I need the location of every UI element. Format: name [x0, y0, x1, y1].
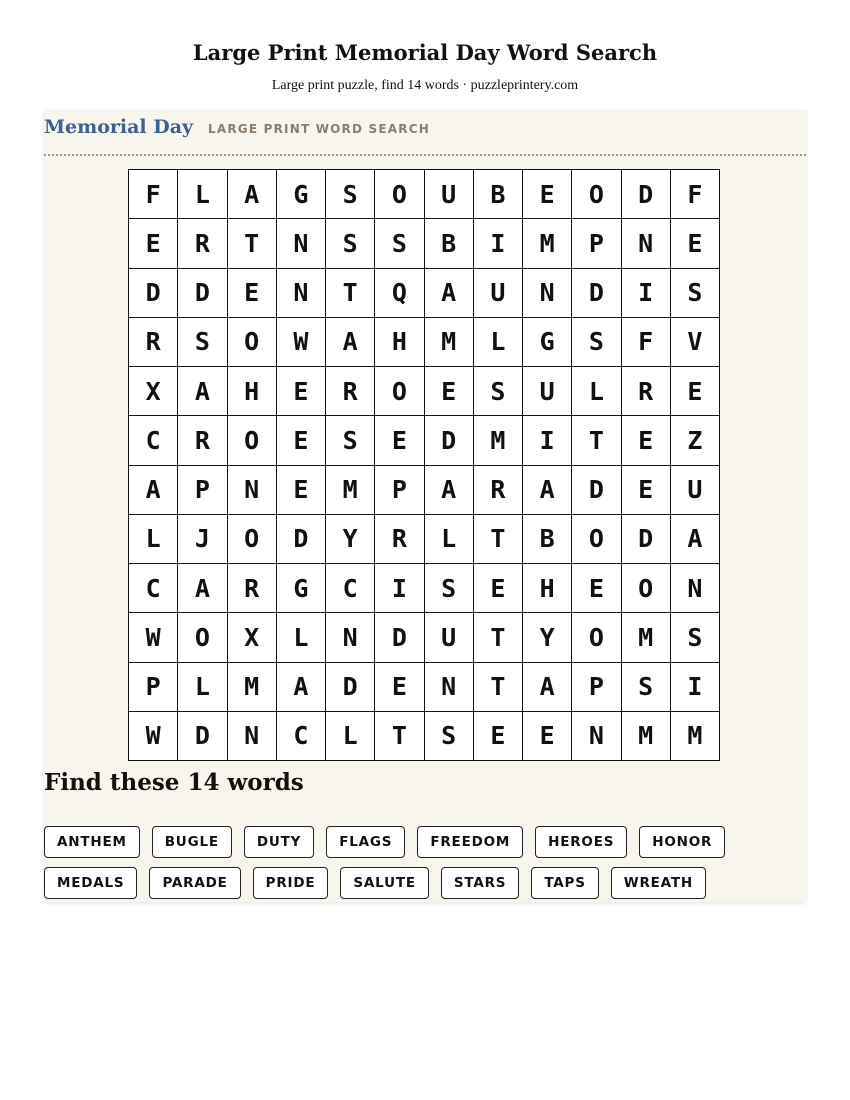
grid-cell[interactable]: E — [375, 416, 424, 465]
grid-cell[interactable]: L — [129, 515, 178, 564]
grid-cell[interactable]: E — [622, 416, 671, 465]
grid-cell[interactable]: S — [572, 318, 621, 367]
grid-cell[interactable]: D — [277, 515, 326, 564]
word-chip: ANTHEM — [44, 826, 140, 858]
grid-cell[interactable]: I — [671, 663, 720, 712]
grid-cell[interactable]: T — [375, 712, 424, 761]
grid-cell[interactable]: T — [326, 269, 375, 318]
grid-cell[interactable]: E — [671, 367, 720, 416]
word-chip: TAPS — [531, 867, 598, 899]
grid-cell[interactable]: S — [425, 564, 474, 613]
grid-cell[interactable]: R — [375, 515, 424, 564]
grid-cell[interactable]: T — [474, 515, 523, 564]
grid-cell[interactable]: O — [375, 367, 424, 416]
grid-cell[interactable]: L — [178, 170, 227, 219]
grid-cell[interactable]: F — [671, 170, 720, 219]
grid-cell[interactable]: H — [375, 318, 424, 367]
page-title: Large Print Memorial Day Word Search — [192, 40, 658, 65]
card-header — [44, 110, 806, 156]
grid-cell[interactable]: D — [572, 269, 621, 318]
grid-cell[interactable]: T — [474, 613, 523, 662]
grid-cell[interactable]: M — [671, 712, 720, 761]
grid-cell[interactable]: L — [572, 367, 621, 416]
grid-cell[interactable]: G — [523, 318, 572, 367]
grid-cell[interactable]: N — [228, 712, 277, 761]
grid-cell[interactable]: O — [572, 515, 621, 564]
word-chip: WREATH — [611, 867, 706, 899]
grid-cell[interactable]: A — [425, 269, 474, 318]
grid-cell[interactable]: C — [277, 712, 326, 761]
grid-cell[interactable]: A — [277, 663, 326, 712]
grid-cell[interactable]: D — [375, 613, 424, 662]
grid-cell[interactable]: L — [277, 613, 326, 662]
grid-cell[interactable]: N — [671, 564, 720, 613]
grid-cell[interactable]: W — [129, 613, 178, 662]
grid-cell[interactable]: A — [671, 515, 720, 564]
grid-cell[interactable]: A — [228, 170, 277, 219]
grid-cell[interactable]: D — [425, 416, 474, 465]
grid-cell[interactable]: N — [622, 219, 671, 268]
grid-cell[interactable]: N — [572, 712, 621, 761]
grid-cell[interactable]: O — [572, 613, 621, 662]
grid-cell[interactable]: D — [622, 170, 671, 219]
grid-cell[interactable]: N — [425, 663, 474, 712]
grid-cell[interactable]: D — [326, 663, 375, 712]
grid-cell[interactable]: E — [375, 663, 424, 712]
grid-cell[interactable]: S — [326, 416, 375, 465]
grid-cell[interactable]: O — [228, 515, 277, 564]
grid-cell[interactable]: P — [178, 466, 227, 515]
grid-cell[interactable]: L — [425, 515, 474, 564]
grid-cell[interactable]: U — [474, 269, 523, 318]
grid-cell[interactable]: M — [474, 416, 523, 465]
grid-cell[interactable]: P — [129, 663, 178, 712]
grid-cell[interactable]: I — [622, 269, 671, 318]
grid-cell[interactable]: R — [178, 219, 227, 268]
grid-cell[interactable]: M — [523, 219, 572, 268]
grid-cell[interactable]: I — [474, 219, 523, 268]
grid-cell[interactable]: N — [326, 613, 375, 662]
grid-cell[interactable]: S — [671, 613, 720, 662]
grid-cell[interactable]: A — [326, 318, 375, 367]
grid-cell[interactable]: S — [375, 219, 424, 268]
word-chip: FREEDOM — [417, 826, 523, 858]
word-chip: HEROES — [535, 826, 627, 858]
grid-cell[interactable]: U — [425, 170, 474, 219]
grid-cell[interactable]: U — [425, 613, 474, 662]
grid-cell[interactable]: S — [178, 318, 227, 367]
grid-cell[interactable]: T — [572, 416, 621, 465]
grid-cell[interactable]: Z — [671, 416, 720, 465]
grid-cell[interactable]: D — [178, 712, 227, 761]
grid-cell[interactable]: J — [178, 515, 227, 564]
grid-cell[interactable]: S — [622, 663, 671, 712]
grid-cell[interactable]: E — [523, 170, 572, 219]
word-chip: PARADE — [149, 867, 240, 899]
grid-cell[interactable]: A — [178, 367, 227, 416]
grid-cell[interactable]: I — [375, 564, 424, 613]
grid-cell[interactable]: H — [228, 367, 277, 416]
grid-cell[interactable]: N — [228, 466, 277, 515]
grid-cell[interactable]: N — [277, 219, 326, 268]
grid-cell[interactable]: T — [474, 663, 523, 712]
grid-cell[interactable]: M — [425, 318, 474, 367]
grid-cell[interactable]: P — [572, 219, 621, 268]
grid-cell[interactable]: F — [129, 170, 178, 219]
grid-cell[interactable]: E — [277, 466, 326, 515]
grid-cell[interactable]: N — [523, 269, 572, 318]
card-title: Memorial Day — [44, 116, 194, 138]
grid-cell[interactable]: E — [474, 564, 523, 613]
grid-cell[interactable]: M — [326, 466, 375, 515]
grid-cell[interactable]: B — [474, 170, 523, 219]
grid-cell[interactable]: P — [572, 663, 621, 712]
grid-cell[interactable]: B — [523, 515, 572, 564]
grid-cell[interactable]: C — [129, 564, 178, 613]
word-chip: FLAGS — [326, 826, 405, 858]
grid-cell[interactable]: L — [178, 663, 227, 712]
grid-cell[interactable]: O — [178, 613, 227, 662]
grid-cell[interactable]: C — [129, 416, 178, 465]
grid-cell[interactable]: X — [129, 367, 178, 416]
grid-cell[interactable]: U — [523, 367, 572, 416]
grid-cell[interactable]: E — [622, 466, 671, 515]
card-kicker: LARGE PRINT WORD SEARCH — [208, 122, 430, 136]
grid-cell[interactable]: M — [622, 712, 671, 761]
grid-cell[interactable]: A — [425, 466, 474, 515]
grid-cell[interactable]: S — [671, 269, 720, 318]
grid-cell[interactable]: P — [375, 466, 424, 515]
grid-cell[interactable]: A — [523, 663, 572, 712]
grid-cell[interactable]: M — [622, 613, 671, 662]
word-bank — [44, 826, 814, 899]
grid-cell[interactable]: W — [129, 712, 178, 761]
letter-grid — [128, 169, 720, 761]
grid-cell[interactable]: E — [572, 564, 621, 613]
grid-cell[interactable]: R — [474, 466, 523, 515]
word-list-heading: Find these 14 words — [44, 769, 304, 796]
grid-cell[interactable]: U — [671, 466, 720, 515]
grid-cell[interactable]: R — [178, 416, 227, 465]
grid-cell[interactable]: S — [326, 170, 375, 219]
page-subtitle: Large print puzzle, find 14 words · puzzleprintery.com — [271, 78, 579, 93]
grid-cell[interactable]: E — [523, 712, 572, 761]
grid-cell[interactable]: E — [671, 219, 720, 268]
word-chip: STARS — [441, 867, 519, 899]
grid-cell[interactable]: B — [425, 219, 474, 268]
word-chip: MEDALS — [44, 867, 137, 899]
grid-cell[interactable]: Y — [523, 613, 572, 662]
grid-cell[interactable]: D — [572, 466, 621, 515]
grid-cell[interactable]: R — [622, 367, 671, 416]
grid-cell[interactable]: D — [178, 269, 227, 318]
grid-cell[interactable]: E — [277, 416, 326, 465]
puzzle-card — [44, 110, 806, 902]
grid-cell[interactable]: X — [228, 613, 277, 662]
grid-cell[interactable]: E — [228, 269, 277, 318]
grid-cell[interactable]: W — [277, 318, 326, 367]
grid-cell[interactable]: E — [129, 219, 178, 268]
grid-cell[interactable]: A — [129, 466, 178, 515]
grid-cell[interactable]: R — [228, 564, 277, 613]
grid-cell[interactable]: A — [178, 564, 227, 613]
grid-cell[interactable]: Y — [326, 515, 375, 564]
word-chip: PRIDE — [253, 867, 329, 899]
word-chip: SALUTE — [340, 867, 429, 899]
grid-cell[interactable]: O — [375, 170, 424, 219]
grid-cell[interactable]: L — [326, 712, 375, 761]
grid-cell[interactable]: H — [523, 564, 572, 613]
grid-cell[interactable]: Q — [375, 269, 424, 318]
grid-cell[interactable]: I — [523, 416, 572, 465]
grid-cell[interactable]: S — [326, 219, 375, 268]
grid-cell[interactable]: N — [277, 269, 326, 318]
grid-cell[interactable]: D — [622, 515, 671, 564]
grid-cell[interactable]: R — [129, 318, 178, 367]
grid-cell[interactable]: G — [277, 170, 326, 219]
grid-cell[interactable]: E — [277, 367, 326, 416]
grid-cell[interactable]: T — [228, 219, 277, 268]
grid-cell[interactable]: O — [228, 416, 277, 465]
grid-cell[interactable]: F — [622, 318, 671, 367]
grid-cell[interactable]: R — [326, 367, 375, 416]
grid-cell[interactable]: C — [326, 564, 375, 613]
word-chip: HONOR — [639, 826, 725, 858]
grid-cell[interactable]: D — [129, 269, 178, 318]
grid-cell[interactable]: O — [572, 170, 621, 219]
grid-cell[interactable]: O — [622, 564, 671, 613]
grid-cell[interactable]: G — [277, 564, 326, 613]
grid-cell[interactable]: S — [425, 712, 474, 761]
grid-cell[interactable]: E — [474, 712, 523, 761]
grid-cell[interactable]: L — [474, 318, 523, 367]
grid-cell[interactable]: M — [228, 663, 277, 712]
grid-cell[interactable]: S — [474, 367, 523, 416]
grid-cell[interactable]: V — [671, 318, 720, 367]
word-chip: BUGLE — [152, 826, 232, 858]
grid-cell[interactable]: E — [425, 367, 474, 416]
grid-cell[interactable]: A — [523, 466, 572, 515]
word-chip: DUTY — [244, 826, 314, 858]
grid-cell[interactable]: O — [228, 318, 277, 367]
